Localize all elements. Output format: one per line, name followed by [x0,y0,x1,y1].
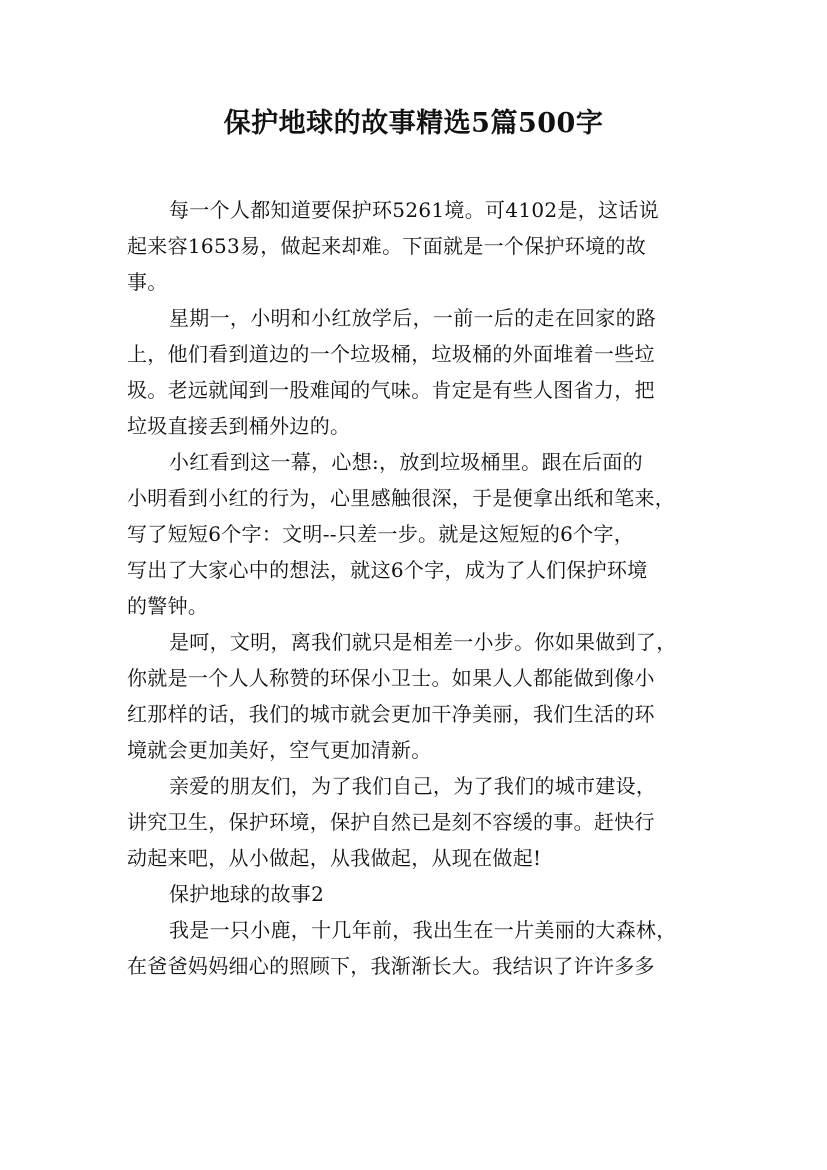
text-line: 亲爱的朋友们，为了我们自己，为了我们的城市建设， [169,774,657,798]
text-line: 动起来吧，从小做起，从我做起，从现在做起! [127,846,542,870]
section-heading: 保护地球的故事2 [169,882,325,906]
text-line: 小红看到这一幕，心想:，放到垃圾桶里。跟在后面的 [169,450,643,474]
document-title: 保护地球的故事精选5篇500字 [223,108,604,139]
text-line: 垃圾直接丢到桶外边的。 [127,414,351,438]
text-line: 事。 [127,270,168,294]
text-line: 你就是一个人人称赞的环保小卫士。如果人人都能做到像小 [127,666,655,690]
paragraph-5 [127,768,717,876]
text-line: 写了短短6个字：文明--只差一步。就是这短短的6个字， [127,522,635,546]
text-line: 境就会更加美好，空气更加清新。 [127,738,432,762]
section-heading-story-2 [127,876,717,912]
text-line: 小明看到小红的行为，心里感触很深，于是便拿出纸和笔来， [127,486,676,510]
text-line: 星期一，小明和小红放学后，一前一后的走在回家的路 [169,306,657,330]
text-line: 起来容1653易，做起来却难。下面就是一个保护环境的故 [127,234,646,258]
text-line: 上，他们看到道边的一个垃圾桶，垃圾桶的外面堆着一些垃 [127,342,655,366]
text-line: 是呵，文明，离我们就只是相差一小步。你如果做到了， [169,630,677,654]
text-line: 的警钟。 [127,594,209,618]
text-line: 在爸爸妈妈细心的照顾下，我渐渐长大。我结识了许许多多 [127,954,655,978]
paragraph-1 [127,192,717,300]
paragraph-3 [127,444,717,624]
text-line: 圾。老远就闻到一股难闻的气味。肯定是有些人图省力，把 [127,378,655,402]
text-line: 写出了大家心中的想法，就这6个字，成为了人们保护环境 [127,558,648,582]
text-line: 讲究卫生，保护环境，保护自然已是刻不容缓的事。赶快行 [127,810,655,834]
paragraph-6 [127,912,717,984]
paragraph-4 [127,624,717,768]
text-line: 我是一只小鹿，十几年前，我出生在一片美丽的大森林， [169,918,677,942]
text-line: 每一个人都知道要保护环5261境。可4102是，这话说 [169,198,659,222]
paragraph-2 [127,300,717,444]
document-body [127,192,717,984]
text-line: 红那样的话，我们的城市就会更加干净美丽，我们生活的环 [127,702,655,726]
